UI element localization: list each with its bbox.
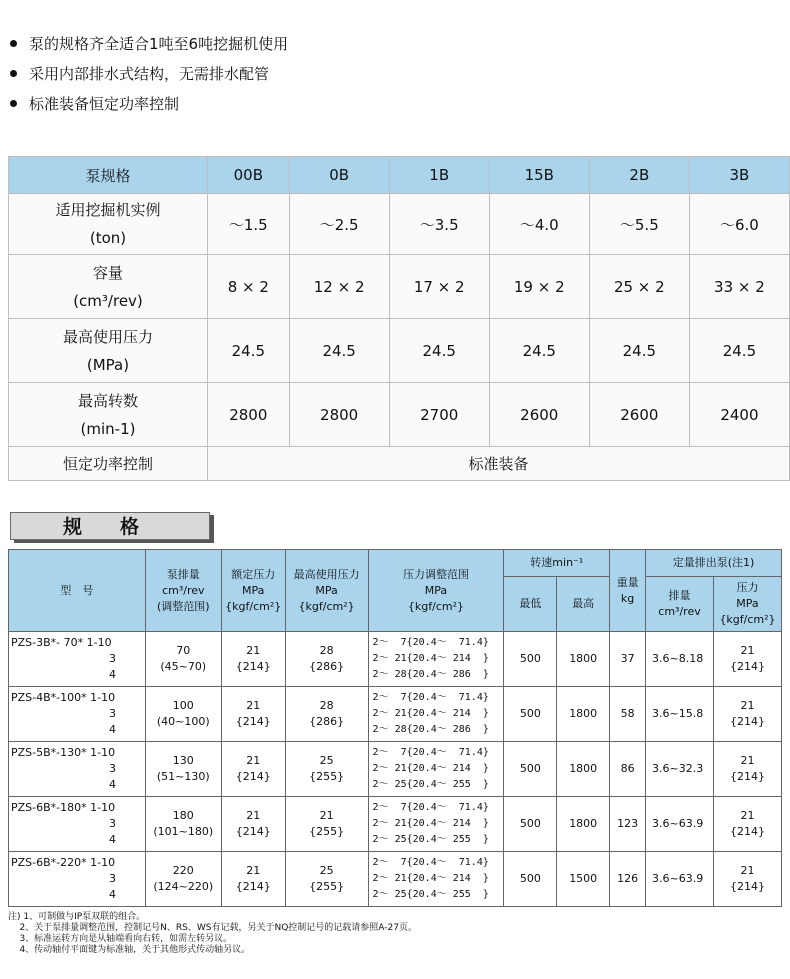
table-cell: 2800: [208, 383, 290, 447]
table-cell: ～3.5: [389, 194, 489, 255]
rated-cell: [221, 742, 285, 797]
cell-text: {286}: [309, 715, 345, 728]
bullet-dot-icon: [10, 100, 17, 107]
fixed-press-cell: [713, 742, 781, 797]
table-row: [9, 687, 782, 742]
header-speed-min: 最低: [504, 577, 557, 632]
table-cell: 2800: [289, 383, 389, 447]
cell-text: 2～ 7{20.4～ 71.4}: [372, 857, 489, 868]
row-label-text: 容量: [92, 263, 123, 282]
model-text: PZS-3B*- 70* 1-10: [11, 636, 112, 649]
header-displacement: [145, 550, 221, 632]
row-unit: (cm³/rev): [73, 291, 143, 310]
row-label-text: 最高转数: [77, 391, 138, 410]
model-spec-table: [8, 549, 782, 907]
cell-text: {214}: [235, 715, 271, 728]
table-cell: 2600: [589, 383, 689, 447]
weight-cell: 58: [610, 687, 646, 742]
header-adjust-range: [368, 550, 504, 632]
max-cell: [285, 852, 368, 907]
header-text: 压力调整范围: [402, 567, 469, 581]
header-weight: [610, 550, 646, 632]
row-unit: (ton): [89, 229, 127, 247]
footnotes: [8, 912, 417, 956]
fixed-disp-cell: 3.6~63.9: [646, 797, 714, 852]
fixed-press-cell: [713, 687, 781, 742]
model-variant: 4: [109, 888, 116, 901]
header-text: MPa: [315, 583, 338, 597]
displacement-cell: [145, 687, 221, 742]
table-row: [9, 632, 782, 687]
fixed-disp-cell: 3.6~8.18: [646, 632, 714, 687]
table-cell: 17 × 2: [389, 255, 489, 319]
adjust-cell: [368, 687, 504, 742]
bullet-item: [10, 88, 288, 118]
adjust-cell: [368, 632, 504, 687]
header-fixed-pump: 定量排出泵(注1): [646, 550, 782, 577]
model-cell: [9, 797, 146, 852]
cell-text: 2～ 21{20.4～ 214 }: [372, 653, 489, 664]
cell-text: {286}: [309, 660, 345, 673]
cell-text: {214}: [235, 770, 271, 783]
table-cell: ～4.0: [489, 194, 589, 255]
model-variant: 3: [109, 872, 116, 885]
table-row: [9, 383, 790, 447]
footnote: 4、传动轴付平面键为标准轴，关于其他形式传动轴另议。: [8, 945, 251, 955]
header-cell: 1B: [389, 157, 489, 194]
speed-max-cell: 1800: [557, 742, 610, 797]
header-text: 排量: [668, 589, 691, 602]
cell-text: 2～ 7{20.4～ 71.4}: [372, 692, 489, 703]
cell-text: 21: [246, 644, 261, 657]
header-text: 额定压力: [231, 567, 276, 581]
table-row: [9, 194, 790, 255]
table-cell: 25 × 2: [589, 255, 689, 319]
rated-cell: [221, 687, 285, 742]
header-cell: 3B: [689, 157, 789, 194]
header-text: kg: [620, 591, 635, 605]
fixed-disp-cell: 3.6~63.9: [646, 852, 714, 907]
table-cell: 2400: [689, 383, 789, 447]
table-cell: 12 × 2: [289, 255, 389, 319]
fixed-disp-cell: 3.6~15.8: [646, 687, 714, 742]
cell-text: {214}: [729, 660, 765, 673]
header-speed: 转速min⁻¹: [504, 550, 610, 577]
row-label: [9, 255, 208, 319]
cell-text: {255}: [309, 825, 345, 838]
cell-text: 2～ 21{20.4～ 214 }: [372, 873, 489, 884]
bullet-text: 采用内部排水式结构，无需排水配管: [29, 64, 270, 83]
cell-text: 220: [172, 864, 194, 877]
cell-text: 2～ 21{20.4～ 214 }: [372, 818, 489, 829]
cell-text: 21: [246, 699, 261, 712]
cell-text: {214}: [235, 825, 271, 838]
header-cell: 泵规格: [9, 157, 208, 194]
model-text: PZS-6B*-180* 1-10: [11, 801, 116, 814]
bullet-item: [10, 28, 288, 58]
model-cell: [9, 742, 146, 797]
table-row: [9, 447, 790, 481]
row-label-text: 最高使用压力: [62, 327, 153, 346]
cell-text: {255}: [309, 880, 345, 893]
table-row: [9, 319, 790, 383]
table-row: [9, 852, 782, 907]
speed-min-cell: 500: [504, 797, 557, 852]
cell-text: {255}: [309, 770, 345, 783]
table-cell: 33 × 2: [689, 255, 789, 319]
cell-text: 2～ 7{20.4～ 71.4}: [372, 637, 489, 648]
cell-text: 2～ 25{20.4～ 255 }: [372, 779, 489, 790]
table-cell: 24.5: [289, 319, 389, 383]
header-rated-pressure: [221, 550, 285, 632]
cell-text: 25: [319, 864, 334, 877]
displacement-cell: [145, 742, 221, 797]
feature-bullets: [10, 28, 288, 118]
footnote: 2、关于泵排量调整范围，控制记号N、RS、WS有记载，另关于NQ控制记号的记载请参照A-27页。: [8, 923, 417, 933]
cell-text: {214}: [729, 770, 765, 783]
cell-text: 2～ 28{20.4～ 286 }: [372, 724, 489, 735]
rated-cell: [221, 632, 285, 687]
speed-max-cell: 1500: [557, 852, 610, 907]
cell-text: 21: [246, 809, 261, 822]
table-row: [9, 742, 782, 797]
rated-cell: [221, 852, 285, 907]
weight-cell: 37: [610, 632, 646, 687]
header-text: {kgf/cm²}: [407, 599, 465, 613]
model-text: PZS-4B*-100* 1-10: [11, 691, 116, 704]
header-text: {kgf/cm²}: [719, 613, 776, 626]
header-text: MPa: [736, 597, 759, 610]
fixed-press-cell: [713, 632, 781, 687]
header-text: 压力: [736, 581, 759, 594]
cell-text: 70: [176, 644, 191, 657]
bullet-text: 标准装备恒定功率控制: [29, 94, 180, 113]
speed-min-cell: 500: [504, 852, 557, 907]
cell-text: 21: [319, 809, 334, 822]
cell-text: 28: [319, 644, 334, 657]
cell-text: 21: [740, 754, 755, 767]
cell-text: 2～ 21{20.4～ 214 }: [372, 708, 489, 719]
row-label: [9, 383, 208, 447]
footnote: 3、标准运转方向是从轴端看向右转，如需左转另议。: [8, 934, 233, 944]
model-variant: 3: [109, 707, 116, 720]
model-cell: [9, 852, 146, 907]
cell-text: {214}: [729, 715, 765, 728]
header-text: (调整范围): [156, 599, 210, 613]
cell-text: 2～ 7{20.4～ 71.4}: [372, 747, 489, 758]
rated-cell: [221, 797, 285, 852]
table-header-row: [9, 157, 790, 194]
table-row: [9, 255, 790, 319]
header-text: cm³/rev: [162, 583, 205, 597]
pump-spec-table: [8, 156, 790, 481]
cell-text: 180: [172, 809, 194, 822]
header-text: cm³/rev: [658, 605, 701, 618]
table-cell: ～2.5: [289, 194, 389, 255]
cell-text: {214}: [235, 660, 271, 673]
cell-text: 2～ 7{20.4～ 71.4}: [372, 802, 489, 813]
cell-text: {214}: [235, 880, 271, 893]
table-cell: 2700: [389, 383, 489, 447]
header-text: 泵排量: [166, 567, 200, 581]
model-variant: 4: [109, 833, 116, 846]
speed-min-cell: 500: [504, 742, 557, 797]
header-text: 最高使用压力: [293, 567, 360, 581]
cell-text: {214}: [729, 880, 765, 893]
table-cell: 24.5: [589, 319, 689, 383]
cell-text: 21: [246, 864, 261, 877]
cell-text: (124~220): [153, 880, 214, 893]
row-label-text: 适用挖掘机实例: [55, 201, 161, 219]
adjust-cell: [368, 742, 504, 797]
header-text: MPa: [424, 583, 448, 597]
speed-max-cell: 1800: [557, 632, 610, 687]
cell-text: 25: [319, 754, 334, 767]
fixed-press-cell: [713, 797, 781, 852]
max-cell: [285, 687, 368, 742]
displacement-cell: [145, 797, 221, 852]
table-header-row: [9, 550, 782, 577]
weight-cell: 86: [610, 742, 646, 797]
model-cell: [9, 687, 146, 742]
cell-text: (45~70): [160, 660, 207, 673]
header-max-pressure: [285, 550, 368, 632]
fixed-press-cell: [713, 852, 781, 907]
table-cell: 8 × 2: [208, 255, 290, 319]
max-cell: [285, 632, 368, 687]
displacement-cell: [145, 632, 221, 687]
model-variant: 4: [109, 778, 116, 791]
cell-text: (40~100): [156, 715, 210, 728]
adjust-cell: [368, 852, 504, 907]
header-text: MPa: [242, 583, 265, 597]
table-cell: ～5.5: [589, 194, 689, 255]
header-fixed-pressure: [713, 577, 781, 632]
table-cell: 24.5: [389, 319, 489, 383]
model-text: PZS-6B*-220* 1-10: [11, 856, 116, 869]
table-cell: 24.5: [689, 319, 789, 383]
cell-text: 28: [319, 699, 334, 712]
table-cell: 24.5: [489, 319, 589, 383]
cell-text: 2～ 25{20.4～ 255 }: [372, 889, 489, 900]
bullet-item: [10, 58, 288, 88]
table-cell: ～1.5: [208, 194, 290, 255]
table-cell: 2600: [489, 383, 589, 447]
model-variant: 4: [109, 668, 116, 681]
header-text: 重量: [616, 575, 639, 589]
footnote: 注) 1、可制做与IP泵双联的组合。: [8, 912, 146, 922]
cell-text: 2～ 25{20.4～ 255 }: [372, 834, 489, 845]
table-cell: ～6.0: [689, 194, 789, 255]
model-text: PZS-5B*-130* 1-10: [11, 746, 116, 759]
model-variant: 3: [109, 762, 116, 775]
cell-text: 21: [246, 754, 261, 767]
bullet-dot-icon: [10, 40, 17, 47]
speed-min-cell: 500: [504, 687, 557, 742]
table-cell: 标准装备: [208, 447, 790, 481]
header-text: {kgf/cm²}: [298, 599, 355, 613]
cell-text: 2～ 28{20.4～ 286 }: [372, 669, 489, 680]
cell-text: (101~180): [153, 825, 214, 838]
row-unit: (min-1): [80, 419, 136, 438]
row-label: 恒定功率控制: [9, 447, 208, 481]
header-cell: 2B: [589, 157, 689, 194]
model-variant: 4: [109, 723, 116, 736]
header-speed-max: 最高: [557, 577, 610, 632]
header-model: 型 号: [9, 550, 146, 632]
model-variant: 3: [109, 817, 116, 830]
cell-text: {214}: [729, 825, 765, 838]
fixed-disp-cell: 3.6~32.3: [646, 742, 714, 797]
header-cell: 0B: [289, 157, 389, 194]
max-cell: [285, 797, 368, 852]
bullet-text: 泵的规格齐全适合1吨至6吨挖掘机使用: [29, 34, 289, 53]
cell-text: 21: [740, 644, 755, 657]
displacement-cell: [145, 852, 221, 907]
cell-text: 21: [740, 809, 755, 822]
header-cell: 15B: [489, 157, 589, 194]
cell-text: 21: [740, 864, 755, 877]
cell-text: (51~130): [156, 770, 210, 783]
max-cell: [285, 742, 368, 797]
speed-max-cell: 1800: [557, 687, 610, 742]
table-cell: 19 × 2: [489, 255, 589, 319]
header-cell: 00B: [208, 157, 290, 194]
weight-cell: 123: [610, 797, 646, 852]
cell-text: 21: [740, 699, 755, 712]
table-row: [9, 797, 782, 852]
header-text: {kgf/cm²}: [225, 599, 282, 613]
speed-max-cell: 1800: [557, 797, 610, 852]
adjust-cell: [368, 797, 504, 852]
cell-text: 100: [172, 699, 194, 712]
table-cell: 24.5: [208, 319, 290, 383]
row-label: [9, 194, 208, 255]
cell-text: 130: [172, 754, 194, 767]
speed-min-cell: 500: [504, 632, 557, 687]
row-unit: (MPa): [86, 355, 130, 374]
section-title: 规格: [10, 512, 210, 540]
bullet-dot-icon: [10, 70, 17, 77]
model-cell: [9, 632, 146, 687]
row-label: [9, 319, 208, 383]
weight-cell: 126: [610, 852, 646, 907]
header-fixed-displacement: [646, 577, 714, 632]
cell-text: 2～ 21{20.4～ 214 }: [372, 763, 489, 774]
model-variant: 3: [109, 652, 116, 665]
